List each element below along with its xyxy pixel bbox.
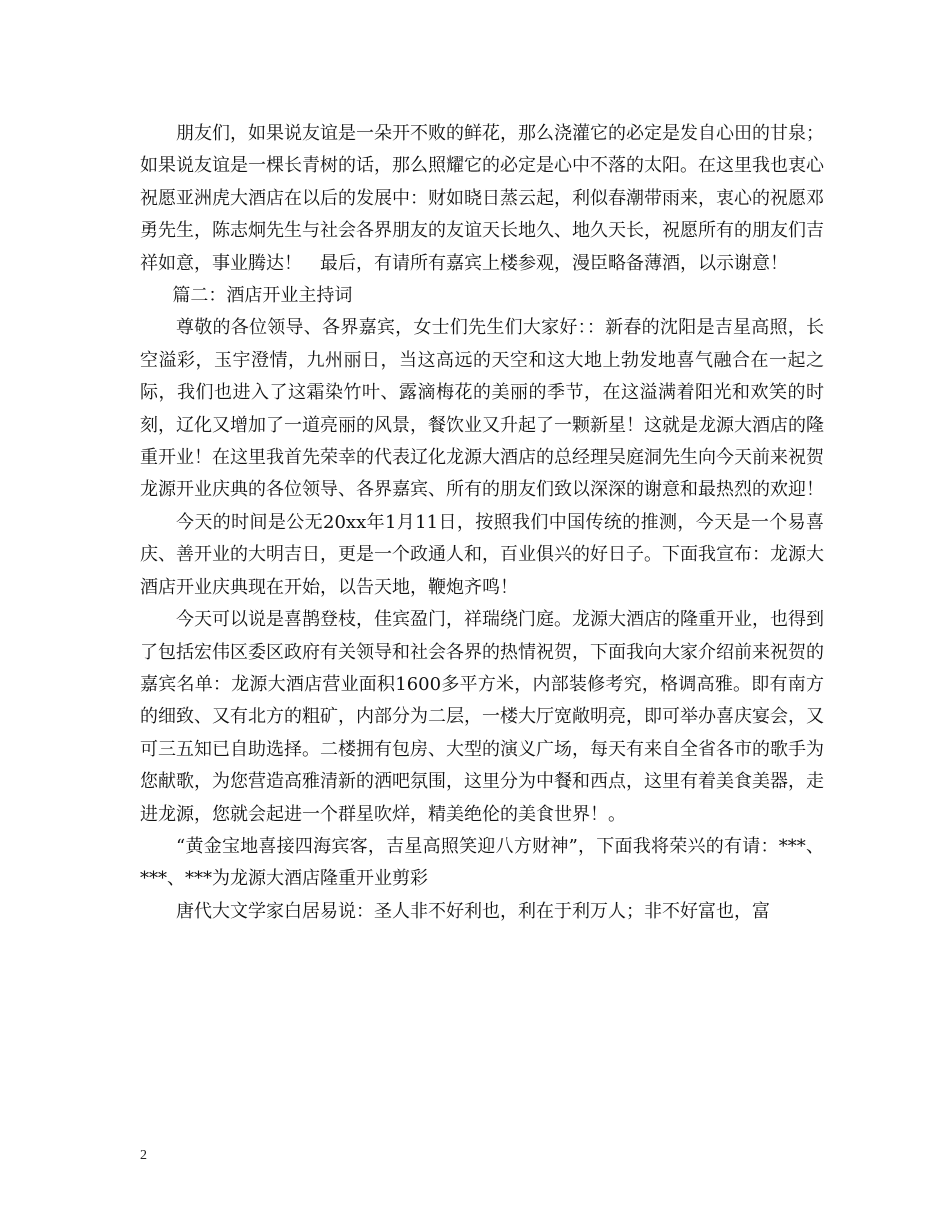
paragraph-ribbon-cutting: “黄金宝地喜接四海宾客，吉星高照笑迎八方财神”，下面我将荣兴的有请：***、***、***为龙源大酒店隆重开业剪彩 <box>140 835 824 890</box>
section-heading: 篇二：酒店开业主持词 <box>172 285 353 307</box>
page-number: 2 <box>140 1148 147 1163</box>
paragraph-date-announcement: 今天的时间是公无20xx年1月11日，按照我们中国传统的推测，今天是一个易喜庆、善开业的大明吉日，更是一个政通人和，百业俱兴的好日子。下面我宣布：龙源大酒店开业庆典现在开始，以告天地，鞭炮齐鸣！ <box>140 511 824 598</box>
paragraph-hotel-introduction: 今天可以说是喜鹊登枝，佳宾盈门，祥瑞绕门庭。龙源大酒店的隆重开业，也得到了包括宏伟区委区政府有关领导和社会各界的热情祝贺，下面我向大家介绍前来祝贺的嘉宾名单：龙源大酒店营业面积1600多平方米，内部装修考究，格调高雅。即有南方的细致、又有北方的粗矿，内部分为二层，一楼大厅宽敞明亮，即可举办喜庆宴会，又可三五知已自助选择。二楼拥有包房、大型的演义广场，每天有来自全省各市的歌手为您献歌，为您营造高雅清新的洒吧氛围，这里分为中餐和西点，这里有着美食美器，走进龙源，您就会起进一个群星吹烊，精美绝伦的美食世界！。 <box>140 609 824 825</box>
paragraph-greeting: 尊敬的各位领导、各界嘉宾，女士们先生们大家好：：新春的沈阳是吉星高照，长空溢彩，玉宇澄情，九州丽日，当这高远的天空和这大地上勃发地喜气融合在一起之际，我们也进入了这霜染竹叶、露滴梅花的美丽的季节，在这溢满着阳光和欢笑的时刻，辽化又增加了一道亮丽的风景，餐饮业又升起了一颗新星！这就是龙源大酒店的隆重开业！在这里我首先荣幸的代表辽化龙源大酒店的总经理吴庭洞先生向今天前来祝贺龙源开业庆典的各位领导、各界嘉宾、所有的朋友们致以深深的谢意和最热烈的欢迎！ <box>140 317 824 501</box>
paragraph-friendship: 朋友们，如果说友谊是一朵开不败的鲜花，那么浇灌它的必定是发自心田的甘泉；如果说友谊是一棵长青树的话，那么照耀它的必定是心中不落的太阳。在这里我也衷心祝愿亚洲虎大酒店在以后的发展中：财如晓日蒸云起，利似春潮带雨来，衷心的祝愿邓勇先生，陈志炯先生与社会各界朋友的友谊天长地久、地久天长，祝愿所有的朋友们吉祥如意，事业腾达！ 最后，有请所有嘉宾上楼参观，漫臣略备薄酒，以示谢意！ <box>140 123 824 274</box>
document-body <box>140 118 824 928</box>
paragraph-quote: 唐代大文学家白居易说：圣人非不好利也，利在于利万人；非不好富也，富 <box>176 900 770 922</box>
